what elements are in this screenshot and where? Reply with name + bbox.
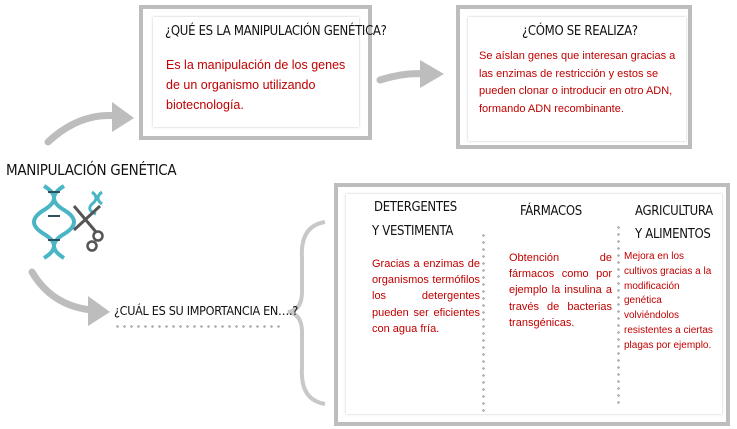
definition-title: ¿QUÉ ES LA MANIPULACIÓN GENÉTICA? (165, 24, 387, 39)
detergents-text: Gracias a enzimas de organismos termófilos los detergentes pueden ser eficientes con agua fría. (372, 258, 480, 335)
drugs-title: FÁRMACOS (520, 204, 582, 219)
detergents-title-line1: DETERGENTES (374, 200, 457, 215)
process-card (468, 17, 686, 141)
dna-scissors-icon (34, 186, 103, 258)
column-divider-2 (617, 224, 620, 404)
arrow-up-to-definition (48, 102, 134, 142)
arrow-right-to-process (380, 60, 444, 88)
importance-label-dots (114, 325, 284, 328)
detergents-title-line2: Y VESTIMENTA (372, 224, 454, 239)
importance-box (334, 183, 730, 426)
arrow-down-to-importance (32, 272, 110, 326)
agriculture-title-line1: AGRICULTURA (635, 204, 713, 219)
importance-label: ¿CUÁL ES SU IMPORTANCIA EN….? (114, 303, 298, 318)
column-divider-1 (482, 232, 485, 412)
definition-box (139, 5, 387, 140)
process-title: ¿CÓMO SE REALIZA? (522, 24, 638, 39)
definition-card (153, 17, 387, 127)
process-text: Se aíslan genes que interesan gracias a las enzimas de restricción y estos se pueden clonar o introducir en otro ADN, formando ADN recombinante. (479, 50, 676, 115)
importance-card (346, 194, 722, 414)
definition-text: Es la manipulación de los genes de un organismo utilizando biotecnología. (166, 58, 346, 112)
process-box (456, 5, 692, 149)
agriculture-text: Mejora en los cultivos gracias a la modificación genética volviéndolos resistentes a ciertas plagas por ejemplo. (624, 251, 713, 351)
main-topic-label: MANIPULACIÓN GENÉTICA (6, 161, 177, 179)
agriculture-title-line2: Y ALIMENTOS (635, 227, 711, 242)
drugs-text: Obtención de fármacos como por ejemplo la insulina a través de bacterias transgénicas. (509, 252, 612, 329)
